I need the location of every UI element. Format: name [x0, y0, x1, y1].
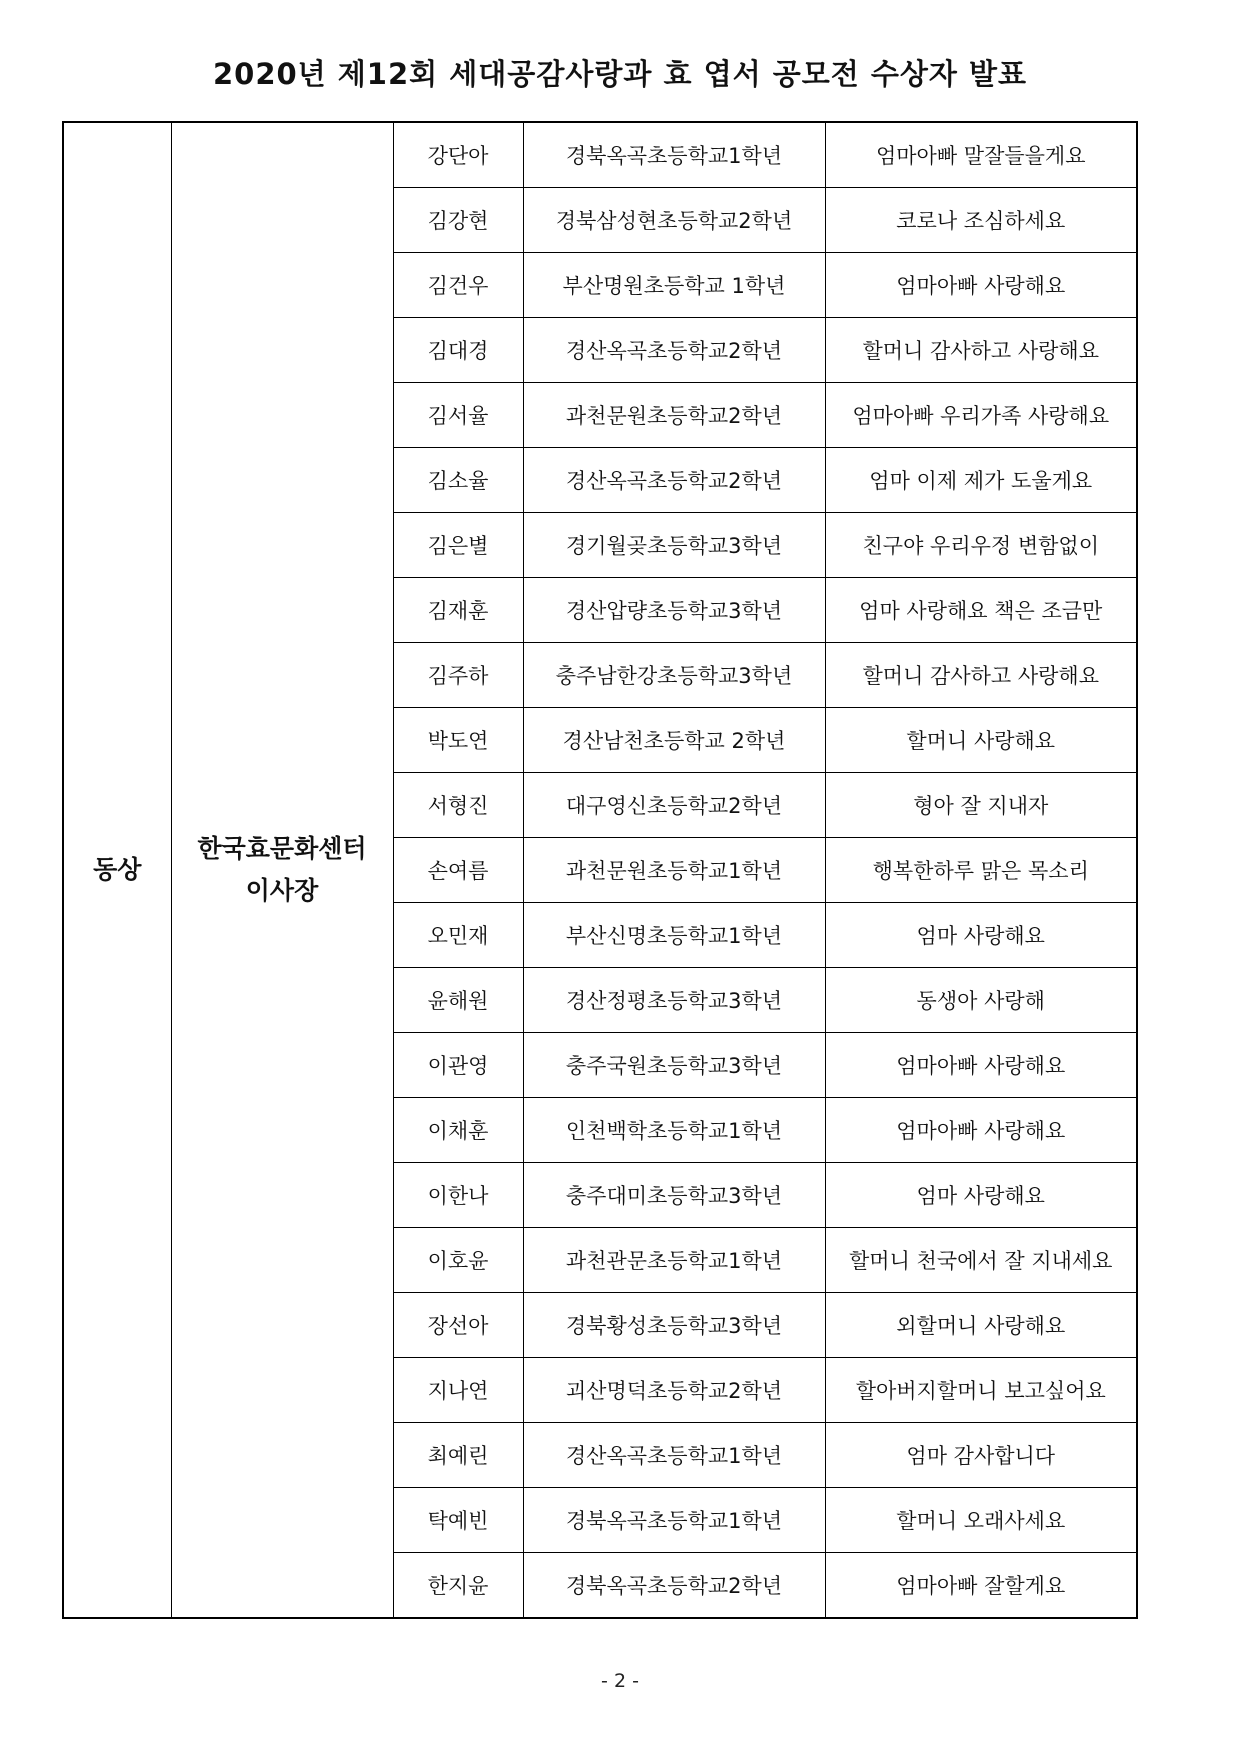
- winner-name-cell: 김재훈: [393, 578, 523, 643]
- winner-school-cell: 경북황성초등학교3학년: [523, 1293, 825, 1358]
- winner-name-cell: 김소율: [393, 448, 523, 513]
- award-sponsor-line1: 한국효문화센터: [197, 834, 367, 863]
- winner-title-cell: 할머니 감사하고 사랑해요: [825, 318, 1137, 383]
- winners-table: [62, 121, 1138, 1619]
- winner-school-cell: 부산신명초등학교1학년: [523, 903, 825, 968]
- winner-name-cell: 이호윤: [393, 1228, 523, 1293]
- winner-title-cell: 엄마아빠 사랑해요: [825, 1033, 1137, 1098]
- winner-school-cell: 과천문원초등학교2학년: [523, 383, 825, 448]
- winner-name-cell: 장선아: [393, 1293, 523, 1358]
- winner-title-cell: 엄마아빠 우리가족 사랑해요: [825, 383, 1137, 448]
- winner-title-cell: 엄마아빠 잘할게요: [825, 1553, 1137, 1619]
- winner-name-cell: 탁예빈: [393, 1488, 523, 1553]
- winner-title-cell: 엄마 사랑해요: [825, 903, 1137, 968]
- winner-name-cell: 윤해원: [393, 968, 523, 1033]
- page-title: 2020년 제12회 세대공감사랑과 효 엽서 공모전 수상자 발표: [212, 57, 1028, 91]
- table-row: [63, 122, 1137, 188]
- winner-school-cell: 경산옥곡초등학교1학년: [523, 1423, 825, 1488]
- winner-school-cell: 충주남한강초등학교3학년: [523, 643, 825, 708]
- winner-school-cell: 경산압량초등학교3학년: [523, 578, 825, 643]
- winner-name-cell: 오민재: [393, 903, 523, 968]
- winner-name-cell: 한지윤: [393, 1553, 523, 1619]
- winner-title-cell: 엄마아빠 사랑해요: [825, 253, 1137, 318]
- winner-school-cell: 경북옥곡초등학교1학년: [523, 1488, 825, 1553]
- winner-title-cell: 엄마아빠 말잘들을게요: [825, 122, 1137, 188]
- winner-name-cell: 이한나: [393, 1163, 523, 1228]
- winner-school-cell: 경산옥곡초등학교2학년: [523, 318, 825, 383]
- winners-table-body: [63, 122, 1137, 1618]
- winner-school-cell: 과천관문초등학교1학년: [523, 1228, 825, 1293]
- winner-name-cell: 이관영: [393, 1033, 523, 1098]
- winner-title-cell: 할머니 천국에서 잘 지내세요: [825, 1228, 1137, 1293]
- winner-school-cell: 충주국원초등학교3학년: [523, 1033, 825, 1098]
- winner-name-cell: 김서율: [393, 383, 523, 448]
- winner-title-cell: 엄마 감사합니다: [825, 1423, 1137, 1488]
- winner-title-cell: 외할머니 사랑해요: [825, 1293, 1137, 1358]
- winner-name-cell: 이채훈: [393, 1098, 523, 1163]
- winner-school-cell: 괴산명덕초등학교2학년: [523, 1358, 825, 1423]
- award-sponsor-line2: 이사장: [245, 876, 319, 905]
- winner-name-cell: 김강현: [393, 188, 523, 253]
- winner-title-cell: 할아버지할머니 보고싶어요: [825, 1358, 1137, 1423]
- winner-name-cell: 최예린: [393, 1423, 523, 1488]
- winner-title-cell: 할머니 감사하고 사랑해요: [825, 643, 1137, 708]
- winner-name-cell: 지나연: [393, 1358, 523, 1423]
- winner-title-cell: 동생아 사랑해: [825, 968, 1137, 1033]
- winner-name-cell: 김은별: [393, 513, 523, 578]
- winner-name-cell: 김건우: [393, 253, 523, 318]
- winner-name-cell: 강단아: [393, 122, 523, 188]
- award-level: 동상: [93, 855, 142, 884]
- winner-school-cell: 대구영신초등학교2학년: [523, 773, 825, 838]
- winner-school-cell: 경산정평초등학교3학년: [523, 968, 825, 1033]
- winner-title-cell: 엄마 사랑해요: [825, 1163, 1137, 1228]
- winner-name-cell: 박도연: [393, 708, 523, 773]
- winner-title-cell: 엄마 사랑해요 책은 조금만: [825, 578, 1137, 643]
- winner-title-cell: 형아 잘 지내자: [825, 773, 1137, 838]
- winner-title-cell: 할머니 오래사세요: [825, 1488, 1137, 1553]
- winner-school-cell: 경북삼성현초등학교2학년: [523, 188, 825, 253]
- winner-title-cell: 할머니 사랑해요: [825, 708, 1137, 773]
- award-sponsor-cell: [171, 122, 393, 1618]
- winner-school-cell: 경북옥곡초등학교2학년: [523, 1553, 825, 1619]
- winner-school-cell: 과천문원초등학교1학년: [523, 838, 825, 903]
- winner-title-cell: 친구야 우리우정 변함없이: [825, 513, 1137, 578]
- winner-name-cell: 서형진: [393, 773, 523, 838]
- winner-name-cell: 손여름: [393, 838, 523, 903]
- winner-title-cell: 엄마 이제 제가 도울게요: [825, 448, 1137, 513]
- winner-name-cell: 김주하: [393, 643, 523, 708]
- page-number: - 2 -: [601, 1670, 639, 1692]
- winner-school-cell: 경기월곶초등학교3학년: [523, 513, 825, 578]
- winner-title-cell: 엄마아빠 사랑해요: [825, 1098, 1137, 1163]
- winner-name-cell: 김대경: [393, 318, 523, 383]
- winner-school-cell: 충주대미초등학교3학년: [523, 1163, 825, 1228]
- winner-school-cell: 경산옥곡초등학교2학년: [523, 448, 825, 513]
- winner-school-cell: 부산명원초등학교 1학년: [523, 253, 825, 318]
- award-level-cell: [63, 122, 171, 1618]
- winner-title-cell: 행복한하루 맑은 목소리: [825, 838, 1137, 903]
- winner-school-cell: 경산남천초등학교 2학년: [523, 708, 825, 773]
- winner-school-cell: 인천백학초등학교1학년: [523, 1098, 825, 1163]
- winner-school-cell: 경북옥곡초등학교1학년: [523, 122, 825, 188]
- winner-title-cell: 코로나 조심하세요: [825, 188, 1137, 253]
